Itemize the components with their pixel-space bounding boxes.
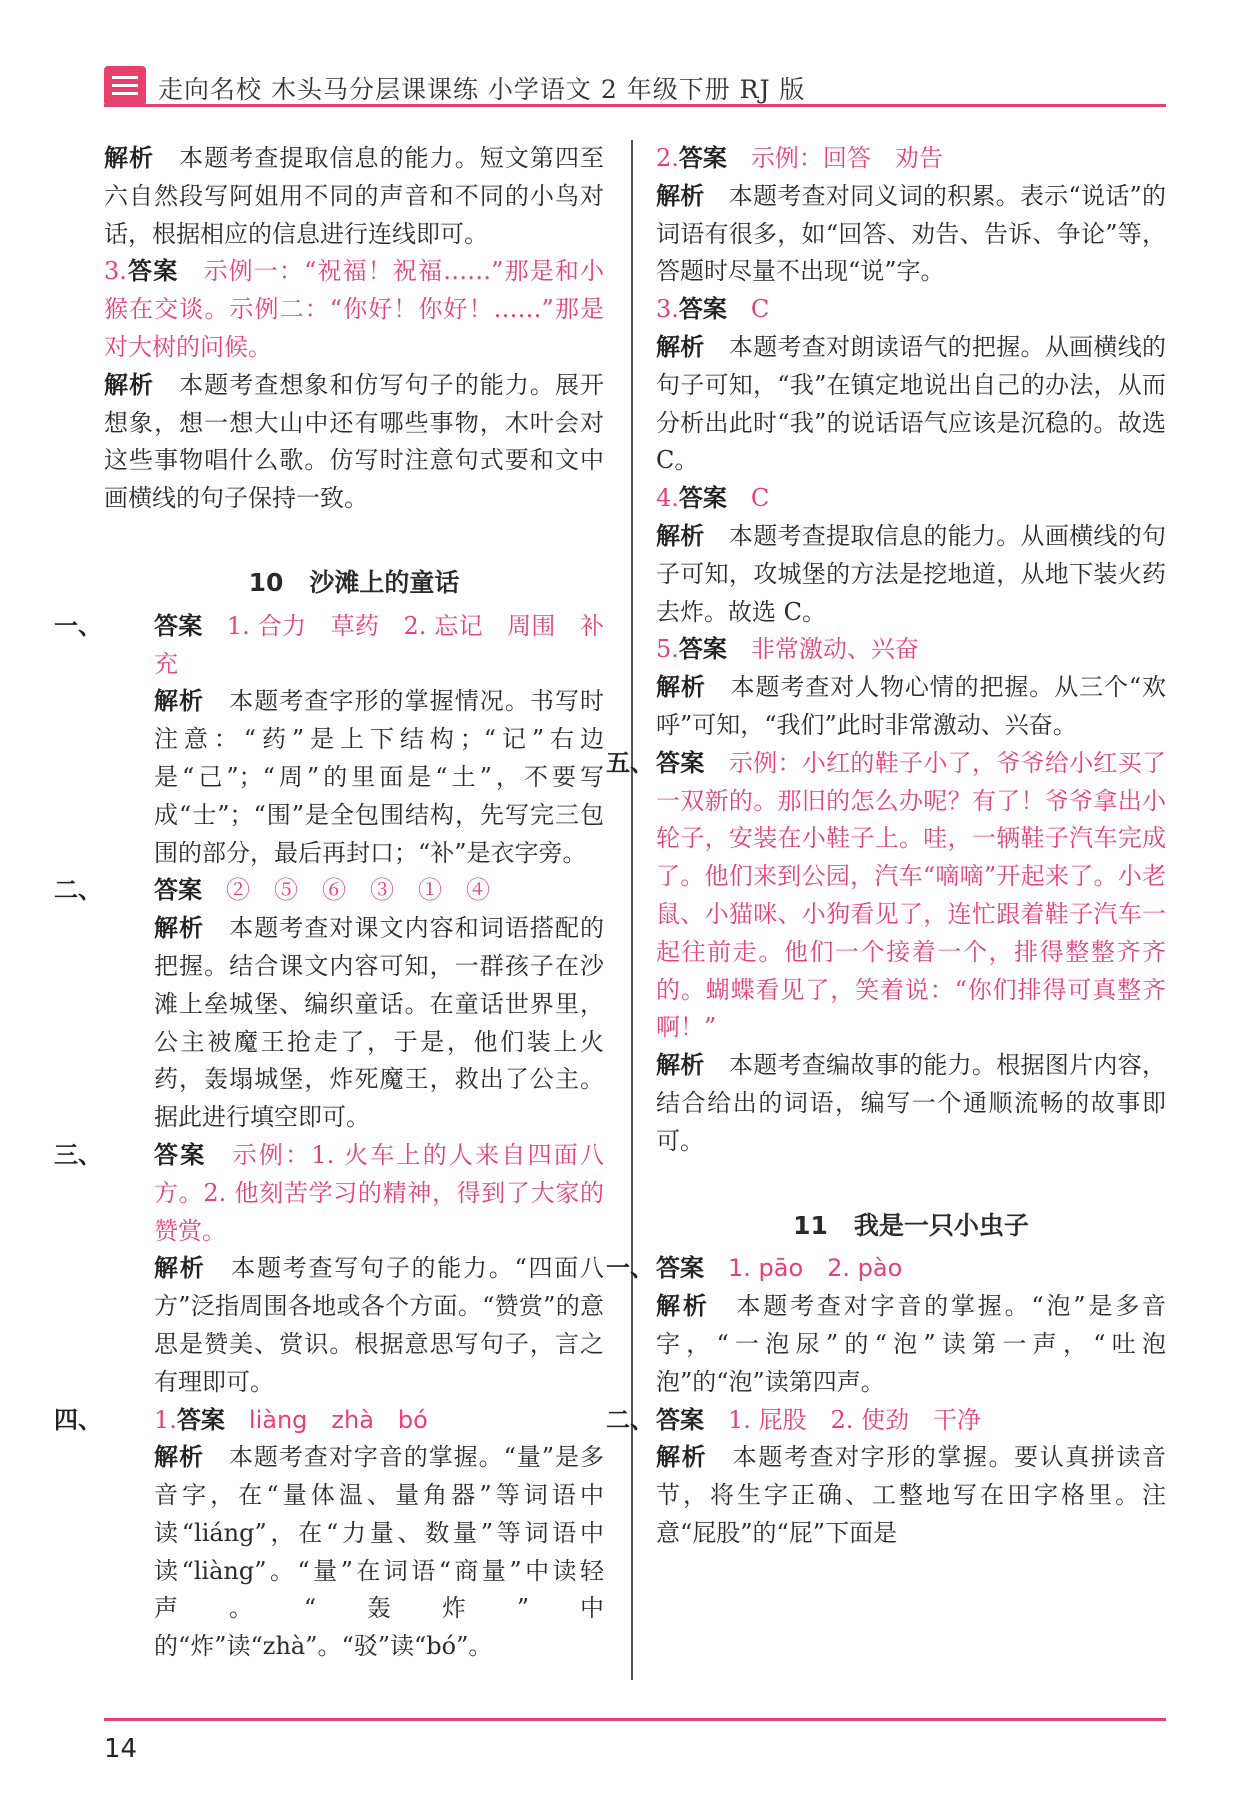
question-one: 一、 答案 1. 合力 草药 2. 忘记 周围 补充 解析 本题考查字形的掌握情况。书写时注意：“药”是上下结构；“记”右边是“己”；“周”的里面是“土”，不要写成“士”；“围”是全包围结构，先写完三包围的部分，最后再封口；“补”是衣字旁。: [54, 611, 605, 867]
header-divider: [104, 104, 1166, 107]
page-number: 14: [104, 1734, 138, 1764]
explanation-block: 解析 本题考查提取信息的能力。从画横线的句子可知，攻城堡的方法是挖地道，从地下装火药去炸。故选 C。: [656, 521, 1167, 626]
footer-divider: [104, 1718, 1166, 1721]
header-title: 走向名校 木头马分层课课练 小学语文 2 年级下册 RJ 版: [158, 75, 806, 104]
left-column: [54, 140, 605, 1666]
answer-block: 3.答案 示例一：“祝福！祝福……”那是和小猴在交谈。示例二：“你好！你好！……”那是对大树的问候。: [104, 257, 605, 361]
section-title: 10 沙滩上的童话: [248, 567, 460, 597]
question-five: 五、 答案 示例：小红的鞋子小了，爷爷给小红买了一双新的。那旧的怎么办呢？有了！爷爷拿出小轮子，安装在小鞋子上。哇，一辆鞋子汽车完成了。他们来到公园，汽车“嘀嘀”开起来了。小老鼠、小猫咪、小狗看见了，连忙跟着鞋子汽车一起往前走。他们一个接着一个，排得整整齐齐的。蝴蝶看见了，笑着说：“你们排得可真整齐啊！” 解析 本题考查编故事的能力。根据图片内容，结合给出的词语，编写一个通顺流畅的故事即可。: [606, 748, 1167, 1155]
question-three: 三、 答案 示例：1. 火车上的人来自四面八方。2. 他刻苦学习的精神，得到了大家的赞赏。 解析 本题考查写句子的能力。“四面八方”泛指周围各地或各个方面。“赞赏”的意思是赞美、赏识。根据意思写句子，言之有理即可。: [54, 1140, 605, 1396]
answer-block: 4.答案 C: [656, 484, 770, 513]
explanation-block: 解析 本题考查想象和仿写句子的能力。展开想象，想一想大山中还有哪些事物，木叶会对这些事物唱什么歌。仿写时注意句式要和文中画横线的句子保持一致。: [104, 370, 605, 513]
question-two: 二、 答案 1. 屁股 2. 使劲 干净 解析 本题考查对字形的掌握。要认真拼读音节，将生字正确、工整地写在田字格里。注意“屁股”的“屁”下面是: [606, 1405, 1167, 1547]
question-four: 四、 1.答案 liàng zhà bó 解析 本题考查对字音的掌握。“量”是多音字，在“量体温、量角器”等词语中读“liáng”，在“力量、数量”等词语中读“liàng”。“量”在词语“商量”中读轻声。“轰炸”中的“炸”读“zhà”。“驳”读“bó”。: [54, 1405, 605, 1661]
explanation-block: 解析 本题考查对朗读语气的把握。从画横线的句子可知，“我”在镇定地说出自己的办法，从而分析出此时“我”的说话语气应该是沉稳的。故选 C。: [656, 332, 1167, 475]
header-logo: [104, 66, 146, 106]
question-two: 二、 答案 ② ⑤ ⑥ ③ ① ④ 解析 本题考查对课文内容和词语搭配的把握。结合课文内容可知，一群孩子在沙滩上垒城堡、编织童话。在童话世界里，公主被魔王抢走了，于是，他们装上火药，轰塌城堡，炸死魔王，救出了公主。据此进行填空即可。: [54, 876, 605, 1132]
section-title: 11 我是一只小虫子: [793, 1210, 1029, 1240]
column-divider: [631, 140, 633, 1680]
answer-block: 2.答案 示例：回答 劝告: [656, 144, 943, 172]
explanation-block: 解析 本题考查对人物心情的把握。从三个“欢呼”可知，“我们”此时非常激动、兴奋。: [656, 673, 1167, 739]
answer-block: 3.答案 C: [656, 295, 770, 324]
question-one: 一、 答案 1. pāo 2. pào 解析 本题考查对字音的掌握。“泡”是多音字，“一泡尿”的“泡”读第一声，“吐泡泡”的“泡”读第四声。: [606, 1254, 1167, 1396]
answer-block: 5.答案 非常激动、兴奋: [656, 635, 919, 664]
right-column: [606, 140, 1167, 1553]
explanation-block: 解析 本题考查提取信息的能力。短文第四至六自然段写阿姐用不同的声音和不同的小鸟对话，根据相应的信息进行连线即可。: [104, 144, 605, 248]
explanation-block: 解析 本题考查对同义词的积累。表示“说话”的词语有很多，如“回答、劝告、告诉、争论”等，答题时尽量不出现“说”字。: [656, 181, 1167, 286]
